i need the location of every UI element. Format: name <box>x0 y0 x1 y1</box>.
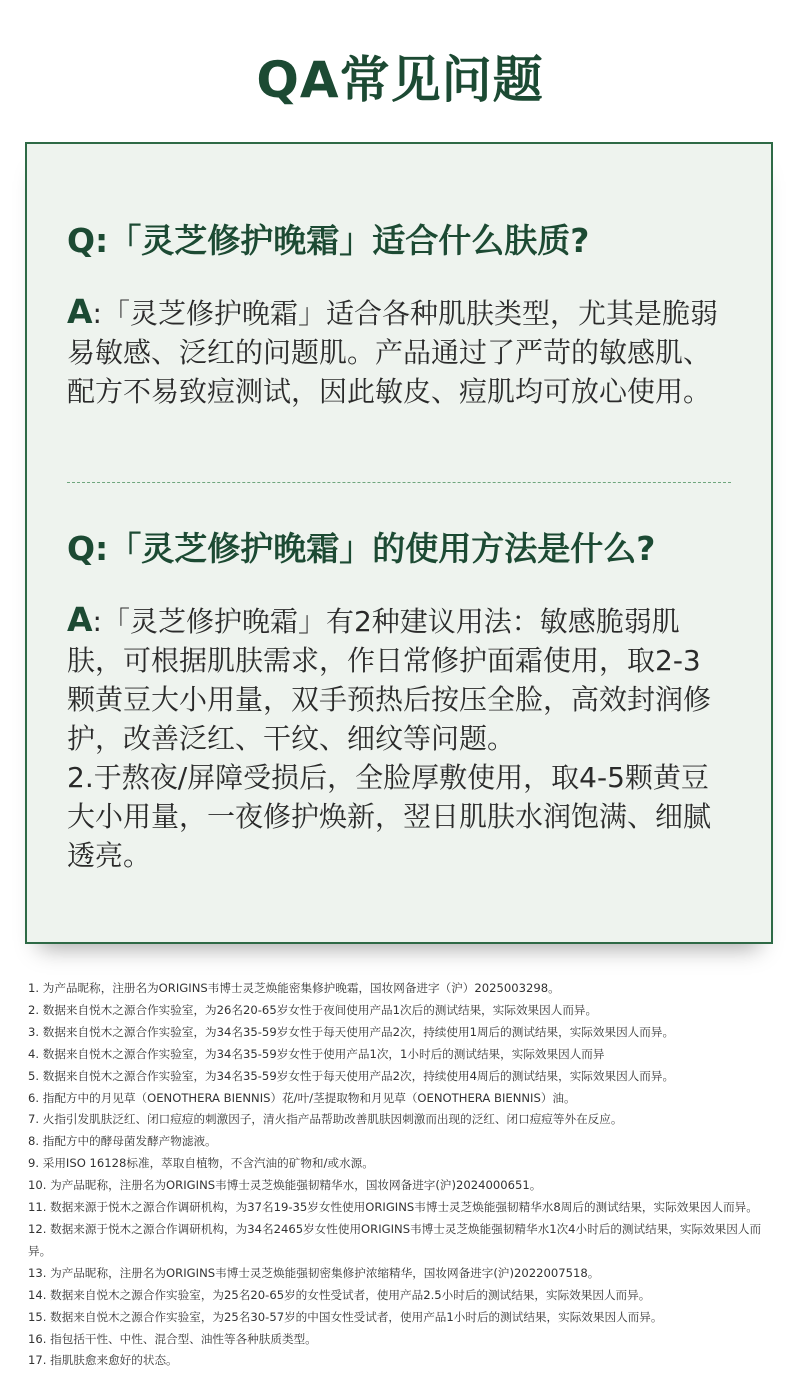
answer-text: :「灵芝修护晚霜」有2种建议用法：敏感脆弱肌肤，可根据肌肤需求，作日常修护面霜使用，取2-3颗黄豆大小用量，双手预热后按压全脸，高效封润修护，改善泛红、干纹、细纹等问题。 <box>67 605 712 755</box>
qa-item <box>67 214 727 411</box>
answer-prefix: A <box>67 292 93 331</box>
footnote: 11. 数据来源于悦木之源合作调研机构，为37名19-35岁女性使用ORIGINS韦博士灵芝焕能强韧精华水8周后的测试结果，实际效果因人而异。 <box>28 1200 758 1215</box>
question-prefix: Q: <box>67 529 109 568</box>
footnote: 6. 指配方中的月见草（OENOTHERA BIENNIS）花/叶/茎提取物和月见草（OENOTHERA BIENNIS）油。 <box>28 1090 576 1105</box>
footnote: 2. 数据来自悦木之源合作实验室，为26名20-65岁女性于夜间使用产品1次后的测试结果，实际效果因人而异。 <box>28 1002 598 1017</box>
footnote: 3. 数据来自悦木之源合作实验室，为34名35-59岁女性于每天使用产品2次，持续使用1周后的测试结果，实际效果因人而异。 <box>28 1024 675 1039</box>
answer-text: 2.于熬夜/屏障受损后，全脸厚敷使用，取4-5颗黄豆大小用量，一夜修护焕新，翌日肌肤水润饱满、细腻透亮。 <box>67 761 712 872</box>
answer-prefix: A <box>67 600 93 639</box>
footnote: 10. 为产品昵称，注册名为ORIGINS韦博士灵芝焕能强韧精华水，国妆网备进字(沪)2024000651。 <box>28 1178 542 1193</box>
footnote: 15. 数据来自悦木之源合作实验室，为25名30-57岁的中国女性受试者，使用产品1小时后的测试结果，实际效果因人而异。 <box>28 1309 663 1324</box>
footnote: 16. 指包括干性、中性、混合型、油性等各种肤质类型。 <box>28 1331 317 1346</box>
footnote: 13. 为产品昵称，注册名为ORIGINS韦博士灵芝焕能强韧密集修护浓缩精华，国妆网备进字(沪)2022007518。 <box>28 1265 600 1280</box>
page-title: QA常见问题 <box>256 51 544 109</box>
footnote: 7. 火指引发肌肤泛红、闭口痘痘的刺激因子，清火指产品帮助改善肌肤因刺激而出现的泛红、闭口痘痘等外在反应。 <box>28 1112 623 1127</box>
question-text: 「灵芝修护晚霜」的使用方法是什么? <box>108 529 656 568</box>
question-heading <box>67 214 727 268</box>
answer-paragraph <box>67 758 727 875</box>
footnote: 17. 指肌肤愈来愈好的状态。 <box>28 1353 178 1368</box>
answer-block <box>67 600 727 875</box>
dashed-divider <box>67 482 731 483</box>
question-prefix: Q: <box>67 221 109 260</box>
answer-block <box>67 292 727 411</box>
qa-panel <box>25 142 773 944</box>
qa-item <box>67 522 727 875</box>
answer-paragraph <box>67 292 727 411</box>
footnote: 5. 数据来自悦木之源合作实验室，为34名35-59岁女性于每天使用产品2次，持续使用4周后的测试结果，实际效果因人而异。 <box>28 1068 675 1083</box>
question-text: 「灵芝修护晚霜」适合什么肤质? <box>108 221 590 260</box>
answer-paragraph <box>67 600 727 758</box>
footnote: 12. 数据来源于悦木之源合作调研机构，为34名2465岁女性使用ORIGINS韦博士灵芝焕能强韧精华水1次4小时后的测试结果，实际效果因人而异。 <box>28 1221 762 1258</box>
question-heading <box>67 522 727 576</box>
footnote: 1. 为产品昵称，注册名为ORIGINS韦博士灵芝焕能密集修护晚霜，国妆网备进字（沪）2025003298。 <box>28 981 560 995</box>
footnote: 8. 指配方中的酵母菌发酵产物滤液。 <box>28 1134 217 1149</box>
answer-text: :「灵芝修护晚霜」适合各种肌肤类型，尤其是脆弱易敏感、泛红的问题肌。产品通过了严苛的敏感肌、配方不易致痘测试，因此敏皮、痘肌均可放心使用。 <box>67 297 718 408</box>
footnote: 4. 数据来自悦木之源合作实验室，为34名35-59岁女性于使用产品1次，1小时后的测试结果，实际效果因人而异 <box>28 1046 605 1061</box>
footnotes-list <box>28 978 776 1372</box>
footnote: 14. 数据来自悦木之源合作实验室，为25名20-65岁的女性受试者，使用产品2.5小时后的测试结果，实际效果因人而异。 <box>28 1287 651 1302</box>
footnote: 9. 采用ISO 16128标准，萃取自植物，不含汽油的矿物和/或水源。 <box>28 1156 374 1171</box>
